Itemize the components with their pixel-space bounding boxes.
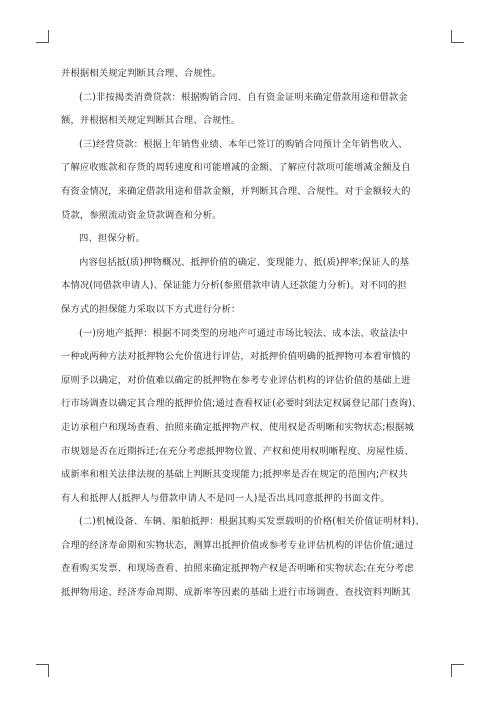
- text-line: 一种或两种方法对抵押物公允价值进行评估，对抵押价值明确的抵押物可本着审慎的: [61, 351, 411, 363]
- text-line: 内容包括抵(质)押物概况、抵押价值的确定、变现能力、抵(质)押率;保证人的基: [79, 256, 410, 268]
- text-line: 四、担保分析。: [79, 233, 146, 245]
- text-line: 合理的经济寿命期和实物状态，测算出抵押价值或参考专业评估机构的评估价值;通过: [61, 539, 414, 551]
- text-line: 市规划是否在近期拆迁;在充分考虑抵押物位置、产权和使用权明晰程度、房屋性质、: [61, 445, 414, 457]
- text-line: 保方式的担保能力采取以下方式进行分析：: [61, 303, 241, 315]
- crop-mark-top-left: [36, 30, 49, 43]
- text-line: (三)经营贷款：根据上年销售业绩、本年已签订的购销合同预计全年销售收入、: [79, 138, 408, 150]
- text-line: (二)机械设备、车辆、船舶抵押：根据其购买发票载明的价格(相关价值证明材料)、: [79, 516, 425, 528]
- text-line: (二)非按揭类消费贷款：根据购销合同、自有资金证明来确定借款用途和借款金: [79, 91, 408, 103]
- text-line: 走访承租户和现场查看、拍照来确定抵押物产权、使用权是否明晰和实物状态;根据城: [61, 421, 414, 433]
- document-body: [61, 62, 443, 605]
- text-line: 贷款，参照流动资金贷款调查和分析。: [61, 209, 222, 221]
- text-line: 有资金情况，来确定借款用途和借款金额，并判断其合理、合规性。对于金额较大的: [61, 185, 411, 197]
- crop-mark-top-right: [451, 30, 464, 43]
- text-line: 并根据相关规定判断其合理、合规性。: [61, 68, 222, 79]
- text-line: 有人和抵押人(抵押人与借款申请人不是同一人)是否出具同意抵押的书面文件。: [61, 492, 390, 504]
- text-line: 查看购买发票、和现场查看、拍照来确定抵押物产权是否明晰和实物状态;在充分考虑: [61, 563, 414, 575]
- text-line: 了解应收账款和存货的周转速度和可能增减的金额、了解应付款项可能增减金额及自: [61, 162, 411, 174]
- text-line: 行市场调查以确定其合理的抵押价值;通过查看权证(必要时到法定权属登记部门查询)、: [61, 398, 422, 410]
- crop-mark-bottom-left: [36, 664, 49, 677]
- text-line: (一)房地产抵押：根据不同类型的房地产可通过市场比较法、成本法、收益法中: [79, 327, 408, 339]
- text-line: 额，并根据相关规定判断其合理、合规性。: [61, 115, 241, 127]
- text-line: 成新率和相关法律法规的基础上判断其变现能力;抵押率是否在规定的范围内;产权共: [61, 469, 408, 481]
- text-line: 本情况(同借款申请人)、保证能力分析(参照借款申请人还款能力分析)。对不同的担: [61, 280, 407, 292]
- crop-mark-bottom-right: [451, 664, 464, 677]
- text-line: 抵押物用途、经济寿命周期、成新率等因素的基础上进行市场调查、查找资料判断其: [61, 587, 411, 599]
- text-line: 原则予以确定，对价值难以确定的抵押物在参考专业评估机构的评估价值的基础上进: [61, 374, 411, 386]
